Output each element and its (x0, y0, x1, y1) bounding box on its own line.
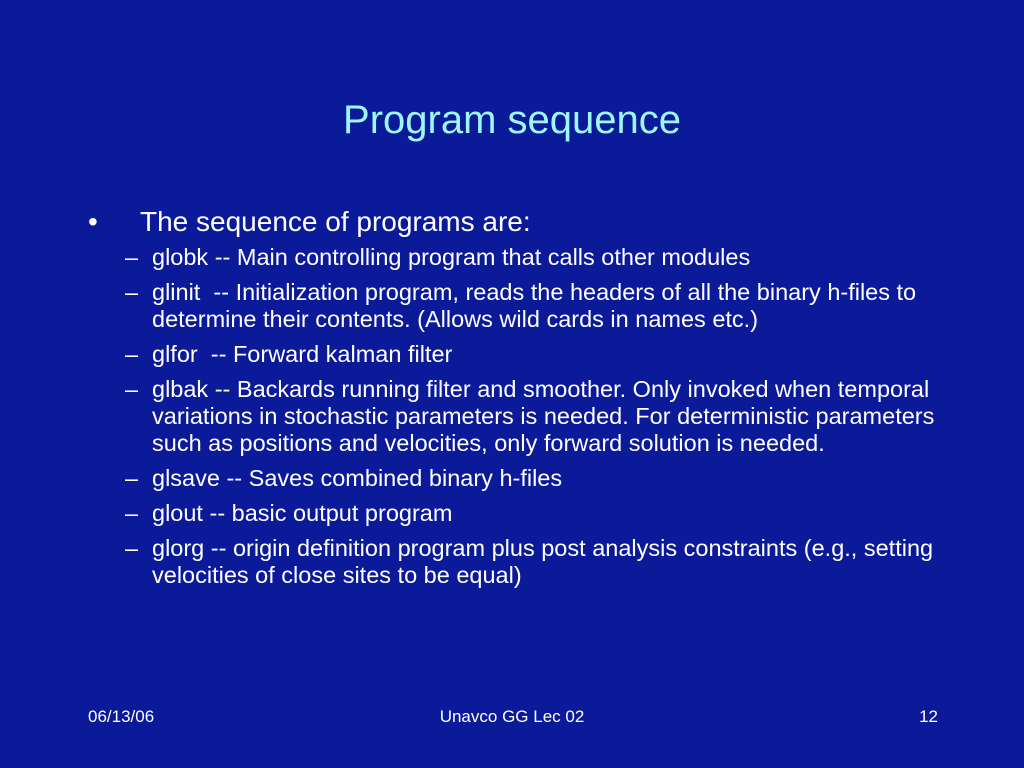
bullet-icon: • (88, 206, 98, 237)
list-item (125, 244, 952, 271)
list-item-text: glfor -- Forward kalman filter (152, 341, 453, 367)
slide-title: Program sequence (343, 98, 681, 142)
list-item (125, 535, 952, 589)
footer-title: Unavco GG Lec 02 (439, 707, 585, 726)
dash-icon: – (125, 341, 139, 367)
dash-icon: – (125, 500, 139, 526)
program-list (82, 244, 952, 589)
list-item-text: glinit -- Initialization program, reads the headers of all the binary h-files to determine their contents. (Allows wild cards in names etc.) (152, 279, 923, 332)
dash-icon: – (125, 465, 139, 491)
list-item-text: glbak -- Backards running filter and smoother. Only invoked when temporal variations in stochastic parameters is needed. For deterministic parameters such as positions and velocities, only forward solution is needed. (152, 376, 941, 456)
list-item (125, 376, 952, 457)
list-item-text: glorg -- origin definition program plus post analysis constraints (e.g., setting velocities of close sites to be equal) (152, 535, 940, 588)
footer-date: 06/13/06 (88, 707, 155, 726)
list-item-text: glsave -- Saves combined binary h-files (152, 465, 563, 491)
list-item-text: globk -- Main controlling program that calls other modules (152, 244, 751, 270)
list-item-text: glout -- basic output program (152, 500, 453, 526)
slide-content (82, 204, 952, 597)
page-number: 12 (919, 707, 938, 726)
dash-icon: – (125, 244, 139, 270)
list-item (125, 465, 952, 492)
dash-icon: – (125, 376, 139, 402)
list-item (125, 500, 952, 527)
list-item (125, 341, 952, 368)
main-bullet-text: The sequence of programs are: (140, 206, 531, 237)
list-item (125, 279, 952, 333)
main-bullet (82, 204, 952, 240)
dash-icon: – (125, 535, 139, 561)
dash-icon: – (125, 279, 139, 305)
